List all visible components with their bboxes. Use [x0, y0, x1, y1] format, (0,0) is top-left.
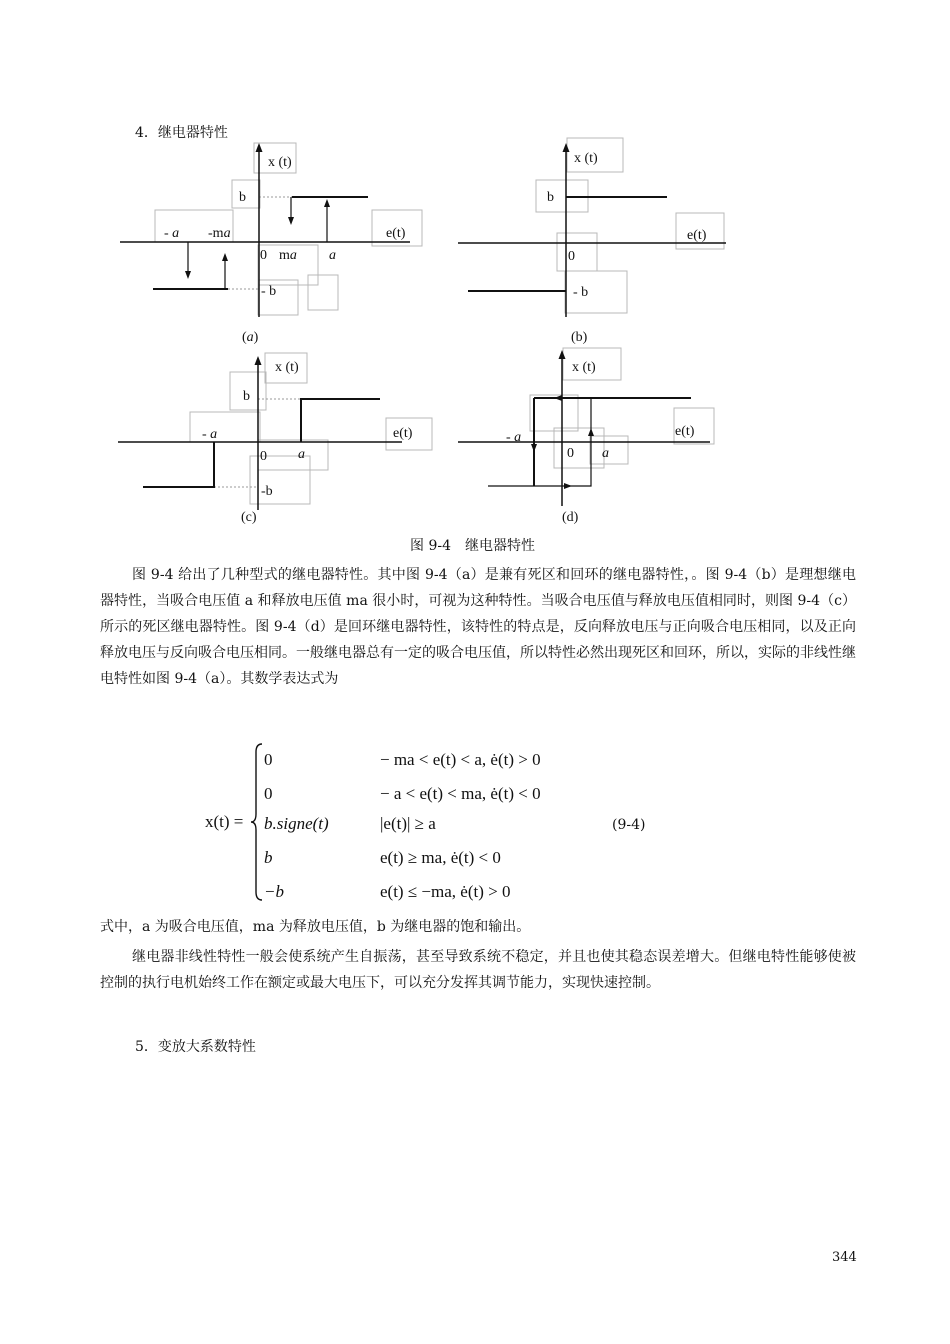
panel-c-neg-a-label: - a — [202, 427, 218, 442]
section-heading-5: 5．变放大系数特性 — [135, 1039, 256, 1055]
panel-c-b-label: b — [243, 389, 250, 404]
panel-b-caption: (b) — [571, 330, 588, 345]
panel-c-a-label: a — [298, 447, 305, 462]
panel-b-neg-b-label: - b — [573, 285, 589, 300]
panel-d-a-label: a — [602, 446, 609, 461]
figure-caption: 图 9-4 继电器特性 — [410, 538, 535, 554]
equation-row-3-condition: |e(t)| ≥ a — [380, 814, 436, 833]
panel-d-neg-a-label: - a — [506, 430, 522, 445]
panel-a-ma-label: ma — [279, 248, 297, 263]
panel-c-e-label: e(t) — [393, 426, 413, 441]
panel-b-origin-label: 0 — [568, 249, 575, 264]
equation-row-2-value: 0 — [264, 784, 273, 803]
panel-c-origin-label: 0 — [260, 449, 267, 464]
equation-row-5-condition: e(t) ≤ −ma, ė(t) > 0 — [380, 882, 511, 901]
panel-a-origin-label: 0 — [260, 248, 267, 263]
panel-d-origin-label: 0 — [567, 446, 574, 461]
panel-c-x-label: x (t) — [275, 360, 299, 375]
panel-b-x-label: x (t) — [574, 151, 598, 166]
panel-b-b-label: b — [547, 190, 554, 205]
paragraph-3: 继电器非线性特性一般会使系统产生自振荡，甚至导致系统不稳定，并且也使其稳态误差增大。但继电特性能够使被控制的执行电机始终工作在额定或最大电压下，可以充分发挥其调节能力，实现快速控制。 — [100, 949, 856, 991]
panel-c-caption: (c) — [241, 510, 257, 525]
panel-a-x-label: x (t) — [268, 155, 292, 170]
equation-lhs: x(t) = — [205, 812, 244, 831]
panel-a-b-label: b — [239, 190, 246, 205]
panel-b-e-label: e(t) — [687, 228, 707, 243]
figure-panel-a — [110, 135, 450, 350]
paragraph-2: 式中，a 为吸合电压值，ma 为释放电压值，b 为继电器的饱和输出。 — [100, 919, 531, 935]
panel-a-e-label: e(t) — [386, 226, 406, 241]
figure-panel-d — [450, 340, 740, 530]
panel-a-neg-ma-label: -ma — [208, 226, 231, 241]
panel-d-e-label: e(t) — [675, 424, 695, 439]
paragraph-1: 图 9-4 给出了几种型式的继电器特性。其中图 9-4（a）是兼有死区和回环的继电器特性，。图 9-4（b）是理想继电器特性，当吸合电压值 a 和释放电压值 ma 很小时，可视为这种特性。当吸合电压值与释放电压值相同时，则图 9-4（c）所示的死区继电器特性。图 9-4（d）是回环继电器特性，该特性的特点是，反向释放电压与正向吸合电压相同，以及正向释放电压与反向吸合电压相同。一般继电器总有一定的吸合电压值，所以特性必然出现死区和回环，所以，实际的非线性继电特性如图 9-4（a）。其数学表达式为 — [100, 567, 856, 687]
figure-panel-b — [450, 135, 740, 350]
equation-row-2-condition: − a < e(t) < ma, ė(t) < 0 — [380, 784, 541, 803]
equation-row-1-condition: − ma < e(t) < a, ė(t) > 0 — [380, 750, 541, 769]
section-heading-4: 4．继电器特性 — [135, 125, 228, 141]
panel-c-neg-b-label: -b — [261, 484, 273, 499]
panel-d-caption: (d) — [562, 510, 579, 525]
page-number: 344 — [832, 1250, 857, 1265]
equation-row-4-value: b — [264, 848, 273, 867]
panel-a-caption: (a) — [242, 330, 259, 345]
panel-a-neg-a-label: - a — [164, 226, 180, 241]
figure-panel-c — [110, 350, 450, 530]
panel-d-x-label: x (t) — [572, 360, 596, 375]
equation-brace — [250, 742, 264, 902]
equation-number: (9-4) — [612, 817, 646, 833]
equation-row-5-value: −b — [264, 882, 284, 901]
equation-row-4-condition: e(t) ≥ ma, ė(t) < 0 — [380, 848, 501, 867]
panel-a-neg-b-label: - b — [261, 284, 277, 299]
panel-a-a-label: a — [329, 248, 336, 263]
equation-row-3-value: b.signe(t) — [264, 814, 329, 833]
equation-row-1-value: 0 — [264, 750, 273, 769]
